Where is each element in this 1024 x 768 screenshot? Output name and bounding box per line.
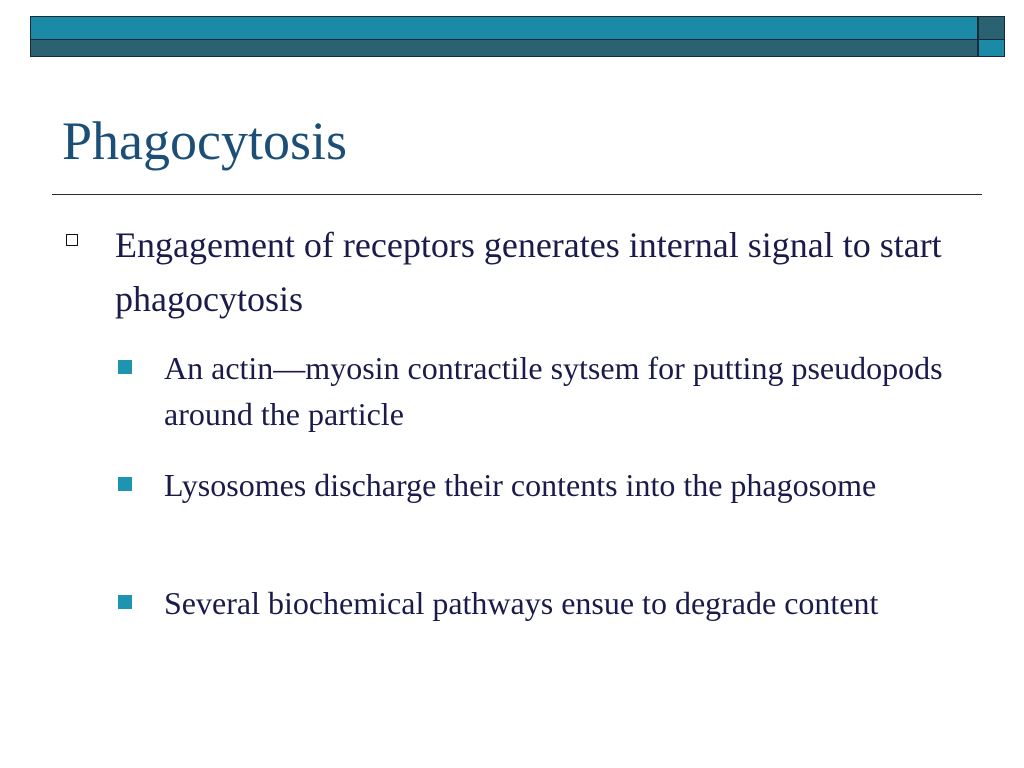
slide-title: Phagocytosis [62, 111, 348, 171]
filled-square-icon [118, 477, 132, 491]
header-decor-band [31, 39, 977, 56]
header-decor-bar [30, 16, 978, 57]
header-decor-square-band [979, 39, 1004, 56]
title-divider [52, 194, 982, 195]
bullet-text: Engagement of receptors generates internal signal to start phagocytosis [115, 225, 942, 319]
hollow-square-icon [66, 234, 78, 246]
header-decor-square [978, 16, 1005, 57]
subbullet-text: Lysosomes discharge their contents into the phagosome [164, 467, 877, 503]
subbullet-text: Several biochemical pathways ensue to degrade content [164, 585, 879, 621]
subbullet-text: An actin—myosin contractile sytsem for putting pseudopods around the particle [164, 350, 943, 432]
filled-square-icon [118, 595, 132, 609]
filled-square-icon [118, 360, 132, 374]
